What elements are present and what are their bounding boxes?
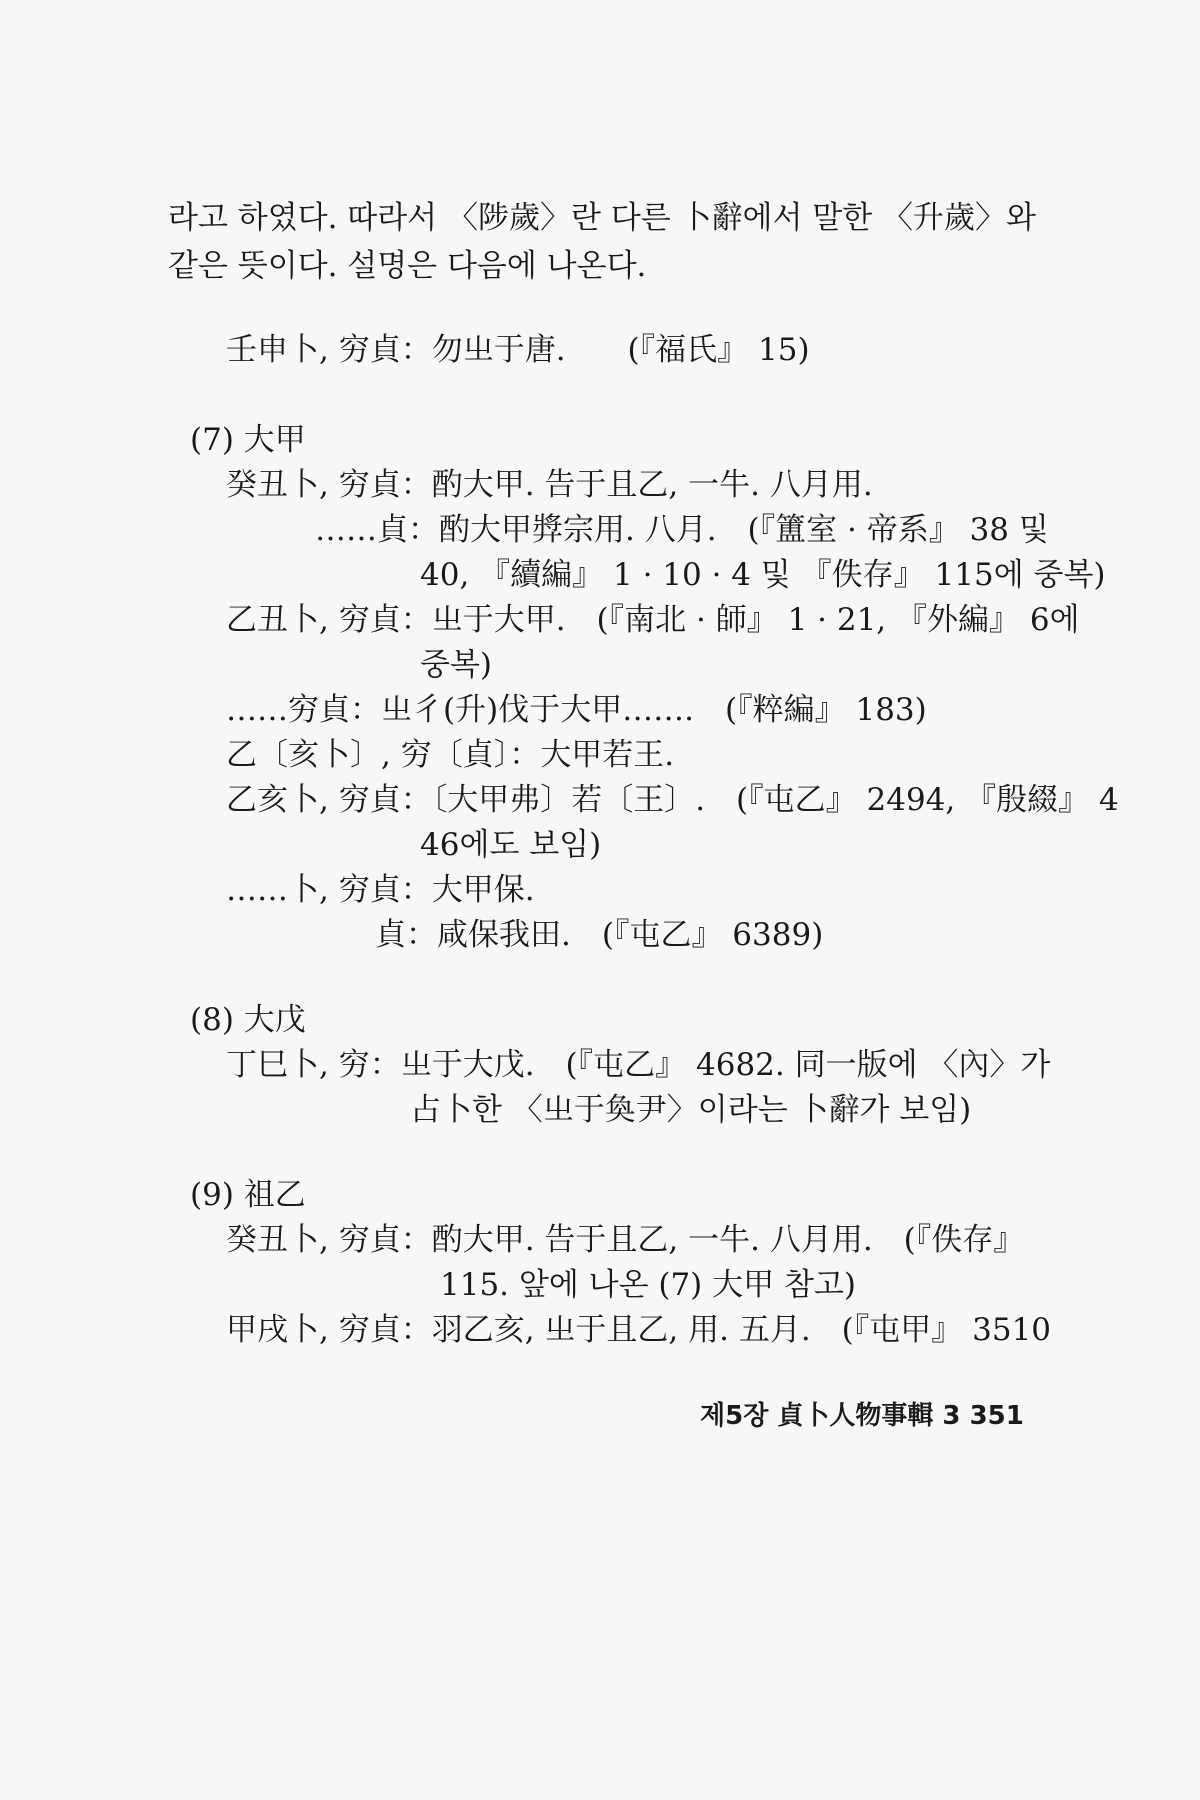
section-7-line-6: ……穷貞：㞢彳(升)伐于大甲……. (『粹編』 183) [226, 692, 927, 728]
section-7-line-9: 46에도 보임) [420, 827, 602, 863]
intro-line-1: 라고 하였다. 따라서 〈陟歲〉란 다른 卜辭에서 말한 〈升歲〉와 [168, 200, 1036, 236]
section-8-line-2: 占卜한 〈㞢于奐尹〉이라는 卜辭가 보임) [410, 1092, 972, 1128]
section-heading-7: (7) 大甲 [190, 422, 306, 458]
intro-line-2: 같은 뜻이다. 설명은 다음에 나온다. [168, 248, 647, 284]
section-7-line-1: 癸丑卜, 穷貞：酌大甲. 告于且乙, 一牛. 八月用. [226, 467, 873, 503]
section-7-line-7: 乙〔亥卜〕, 穷〔貞〕：大甲若王. [226, 737, 675, 773]
section-9-line-3: 甲戌卜, 穷貞：羽乙亥, 㞢于且乙, 用. 五月. (『屯甲』 3510 [226, 1312, 1052, 1348]
section-7-line-2: ……貞：酌大甲㢡宗用. 八月. (『簠室 · 帝系』 38 및 [315, 512, 1049, 548]
section-heading-9: (9) 祖乙 [190, 1177, 306, 1213]
section-8-line-1: 丁巳卜, 穷：㞢于大戊. (『屯乙』 4682. 同一版에 〈內〉가 [226, 1047, 1051, 1083]
section-7-line-4: 乙丑卜, 穷貞：㞢于大甲. (『南北 · 師』 1 · 21, 『外編』 6에 [226, 602, 1080, 638]
section-7-line-5: 중복) [420, 647, 492, 683]
example-top: 壬申卜, 穷貞：勿㞢于唐. (『福氏』 15) [226, 332, 810, 368]
section-9-line-2: 115. 앞에 나온 (7) 大甲 참고) [440, 1267, 856, 1303]
section-9-line-1: 癸丑卜, 穷貞：酌大甲. 告于且乙, 一牛. 八月用. (『佚存』 [226, 1222, 1025, 1258]
section-7-line-8: 乙亥卜, 穷貞：〔大甲弗〕若〔王〕. (『屯乙』 2494, 『殷綴』 4 [226, 782, 1119, 818]
section-7-line-10: ……卜, 穷貞：大甲保. [226, 872, 535, 908]
section-heading-8: (8) 大戊 [190, 1002, 306, 1038]
section-7-line-11: 貞：咸保我田. (『屯乙』 6389) [375, 917, 824, 953]
page-footer: 제5장 貞卜人物事輯 3 351 [700, 1401, 1024, 1431]
section-7-line-3: 40, 『續編』 1 · 10 · 4 및 『佚存』 115에 중복) [420, 557, 1106, 593]
